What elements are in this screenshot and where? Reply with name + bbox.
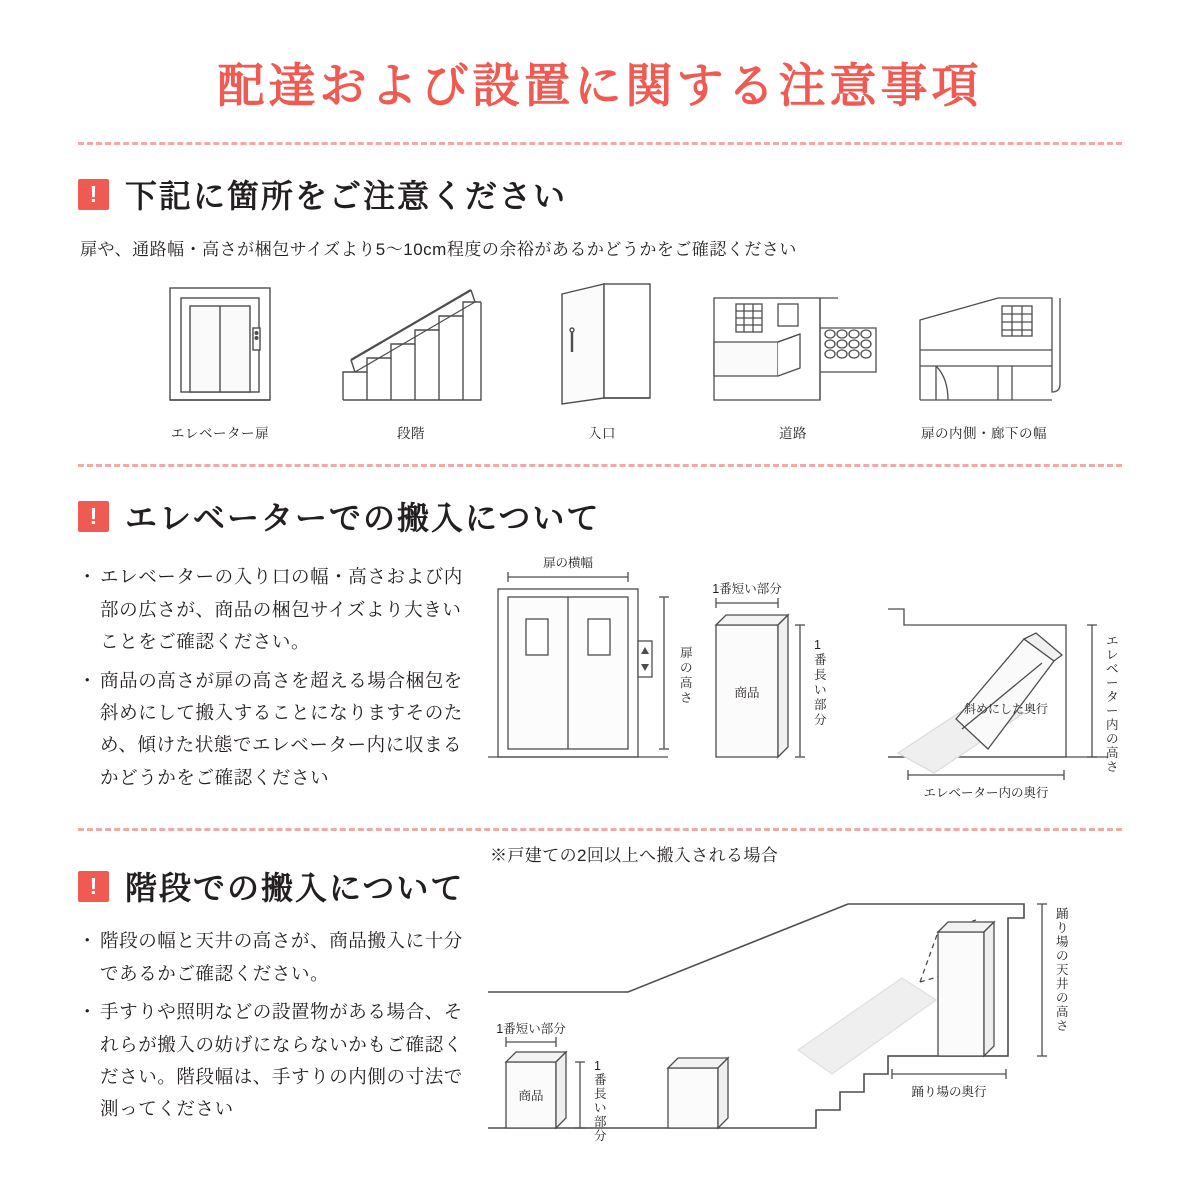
label-product: 商品 bbox=[734, 686, 760, 701]
exclamation-icon: ! bbox=[78, 179, 109, 210]
corridor-icon bbox=[894, 278, 1074, 410]
section-3-diagram bbox=[468, 831, 1128, 1145]
label-longest-part: 1 番長い部分 bbox=[814, 638, 827, 728]
list-item: ・ 手すりや照明などの設置物がある場合、それらが搬入の妨げにならないかもご確認ください。階段幅は、手すりの内側の寸法で測ってください bbox=[78, 996, 468, 1126]
icon-cell-road bbox=[703, 278, 883, 442]
section-1-title: 下記に箇所をご注意ください bbox=[125, 178, 568, 215]
label-shortest-part: 1番短い部分 bbox=[496, 1022, 566, 1037]
road-icon bbox=[703, 278, 883, 410]
icon-cell-corridor bbox=[894, 278, 1074, 442]
label-longest-part: 1 番長い部分 bbox=[594, 1059, 607, 1144]
icon-cell-entrance bbox=[512, 278, 692, 442]
section-3-note: ※戸建ての2回以上へ搬入される場合 bbox=[490, 846, 779, 866]
label-landing-depth: 踊り場の奥行 bbox=[911, 1085, 987, 1100]
exclamation-icon: ! bbox=[78, 871, 109, 902]
icon-caption: 入口 bbox=[588, 426, 616, 442]
divider-1 bbox=[78, 142, 1122, 145]
icon-caption: 段階 bbox=[397, 426, 425, 442]
icon-row bbox=[78, 278, 1122, 442]
label-landing-ceiling-height: 踊り場の天井の高さ bbox=[1056, 907, 1069, 1034]
entrance-door-icon bbox=[512, 278, 692, 410]
stairs-icon bbox=[321, 278, 501, 410]
section-2-text bbox=[78, 553, 468, 818]
label-tilted-depth: 斜めにした奥行 bbox=[964, 702, 1049, 717]
label-elevator-inner-height: エレベーター内の高さ bbox=[1106, 634, 1119, 775]
elevator-icon bbox=[130, 278, 310, 410]
icon-cell-elevator bbox=[130, 278, 310, 442]
icon-caption: エレベーター扉 bbox=[171, 426, 269, 442]
label-shortest-part: 1番短い部分 bbox=[712, 582, 782, 597]
label-door-width: 扉の横幅 bbox=[542, 556, 594, 571]
list-item: ・ 階段の幅と天井の高さが、商品搬入に十分であるかご確認ください。 bbox=[78, 925, 468, 990]
section-3-title: 階段での搬入について bbox=[125, 870, 465, 907]
section-2-diagram bbox=[468, 553, 1128, 818]
section-1-header bbox=[78, 171, 1122, 217]
label-product: 商品 bbox=[518, 1089, 544, 1104]
exclamation-icon: ! bbox=[78, 501, 109, 532]
icon-caption: 道路 bbox=[779, 426, 807, 442]
list-item: ・ 商品の高さが扉の高さを超える場合梱包を斜めにして搬入することになりますそのため、傾けた状態でエレベーター内に収まるかどうかをご確認ください bbox=[78, 665, 468, 795]
list-item: ・ エレベーターの入り口の幅・高さおよび内部の広さが、商品の梱包サイズより大きいことをご確認ください。 bbox=[78, 561, 468, 658]
page-title: 配達および設置に関する注意事項 bbox=[217, 59, 983, 112]
label-elevator-inner-depth: エレベーター内の奥行 bbox=[923, 786, 1049, 801]
section-3-body bbox=[78, 831, 1122, 1145]
section-2-header bbox=[78, 493, 1122, 539]
section-3-header bbox=[78, 863, 468, 909]
section-2-title: エレベーターでの搬入について bbox=[125, 500, 601, 537]
icon-cell-stairs bbox=[321, 278, 501, 442]
icon-caption: 扉の内側・廊下の幅 bbox=[921, 426, 1047, 442]
label-door-height: 扉の高さ bbox=[680, 646, 693, 706]
section-1-subtitle: 扉や、通路幅・高さが梱包サイズより5〜10cm程度の余裕があるかどうかをご確認ください bbox=[80, 240, 797, 260]
divider-2 bbox=[78, 464, 1122, 467]
section-3-text bbox=[78, 831, 468, 1145]
section-2-body bbox=[78, 553, 1122, 818]
